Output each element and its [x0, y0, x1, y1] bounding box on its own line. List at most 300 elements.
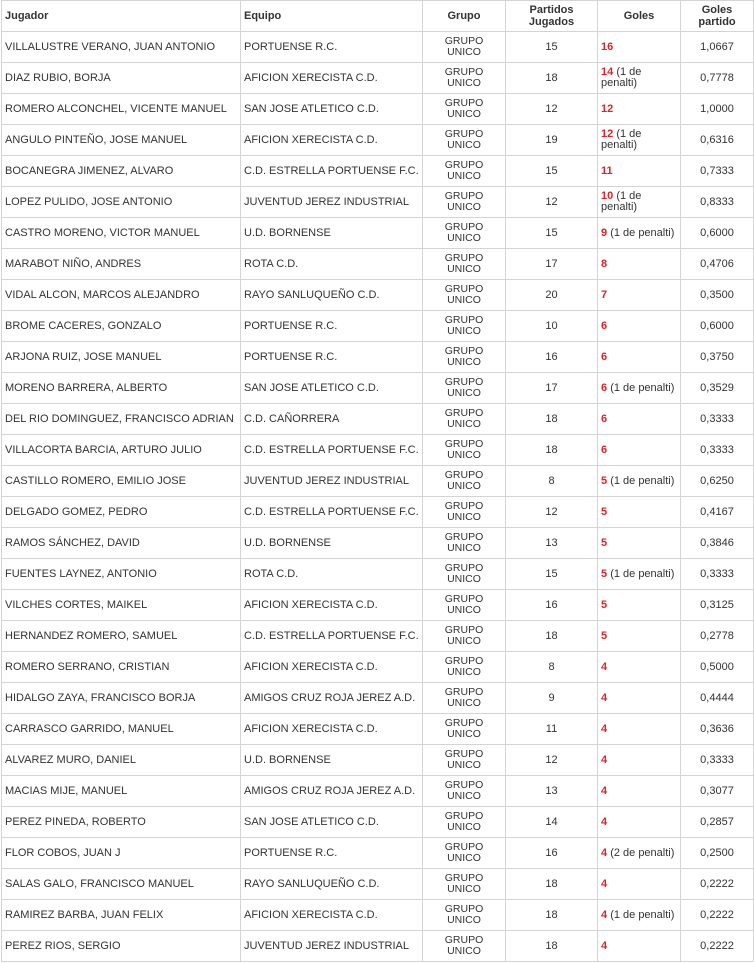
group-line1: GRUPO	[444, 655, 484, 667]
penalty-note: (1 de penalti)	[610, 908, 675, 921]
goals-count: 10	[601, 190, 614, 202]
goals-per-match: 0,3500	[700, 289, 734, 301]
goals-per-match-cell	[681, 559, 754, 590]
matches-played: 14	[545, 816, 558, 828]
header-played-line2: Jugados	[528, 16, 575, 28]
group-line1: GRUPO	[444, 748, 484, 760]
player-name: ROMERO SERRANO, CRISTIAN	[5, 661, 170, 673]
table-row	[2, 218, 754, 249]
group-line1: GRUPO	[444, 872, 484, 884]
matches-played: 8	[548, 661, 555, 673]
group-line2: UNICO	[447, 139, 481, 151]
team-cell	[241, 497, 423, 528]
matches-played-cell	[506, 311, 598, 342]
goals-cell	[598, 652, 681, 683]
group-line1: GRUPO	[444, 407, 484, 419]
table-row	[2, 621, 754, 652]
table-row	[2, 807, 754, 838]
player-name: PEREZ PINEDA, ROBERTO	[5, 816, 146, 828]
team-name: C.D. ESTRELLA PORTUENSE F.C.	[244, 444, 419, 456]
group-cell	[423, 869, 506, 900]
player-name-cell	[2, 497, 241, 528]
matches-played: 16	[545, 847, 558, 859]
table-row	[2, 466, 754, 497]
group-line2: UNICO	[447, 263, 481, 275]
team-cell	[241, 63, 423, 94]
team-cell	[241, 528, 423, 559]
goals-cell	[598, 311, 681, 342]
player-name: BROME CACERES, GONZALO	[5, 320, 162, 332]
table-row	[2, 280, 754, 311]
goals-per-match-cell	[681, 32, 754, 63]
player-name-cell	[2, 931, 241, 962]
group-line2: UNICO	[447, 790, 481, 802]
goals-per-match: 0,4706	[700, 258, 734, 270]
goals-per-match-cell	[681, 931, 754, 962]
group-cell	[423, 125, 506, 156]
player-name-cell	[2, 435, 241, 466]
group-line2: UNICO	[447, 697, 481, 709]
group-cell	[423, 342, 506, 373]
penalty-note: (1 de penalti)	[610, 381, 675, 394]
matches-played: 8	[548, 475, 555, 487]
player-name: BOCANEGRA JIMENEZ, ALVARO	[5, 165, 174, 177]
group-cell	[423, 590, 506, 621]
team-name: SAN JOSE ATLETICO C.D.	[244, 382, 379, 394]
goals-count: 4	[601, 815, 608, 828]
goals-per-match-cell	[681, 435, 754, 466]
group-line1: GRUPO	[444, 35, 484, 47]
matches-played-cell	[506, 342, 598, 373]
matches-played-cell	[506, 497, 598, 528]
penalty-note: (1 de penalti)	[610, 226, 675, 239]
group-line2: UNICO	[447, 666, 481, 678]
group-cell	[423, 32, 506, 63]
goals-count: 5	[601, 505, 608, 518]
goals-count: 4	[601, 908, 608, 921]
goals-per-match-cell	[681, 125, 754, 156]
matches-played-cell	[506, 621, 598, 652]
player-name: MACIAS MIJE, MANUEL	[5, 785, 128, 797]
goals-per-match-cell	[681, 838, 754, 869]
team-cell	[241, 94, 423, 125]
matches-played-cell	[506, 590, 598, 621]
team-cell	[241, 838, 423, 869]
group-cell	[423, 745, 506, 776]
group-cell	[423, 900, 506, 931]
group-line2: UNICO	[447, 480, 481, 492]
team-cell	[241, 869, 423, 900]
team-cell	[241, 559, 423, 590]
team-cell	[241, 621, 423, 652]
matches-played: 18	[545, 940, 558, 952]
team-name: JUVENTUD JEREZ INDUSTRIAL	[244, 196, 410, 208]
matches-played: 10	[545, 320, 558, 332]
goals-cell	[598, 466, 681, 497]
goals-per-match: 0,2500	[700, 847, 734, 859]
goals-cell	[598, 621, 681, 652]
goals-count: 8	[601, 257, 608, 270]
goals-cell	[598, 590, 681, 621]
goals-per-match: 0,2222	[700, 878, 734, 890]
player-name: VILLACORTA BARCIA, ARTURO JULIO	[5, 444, 202, 456]
group-line2: UNICO	[447, 77, 481, 89]
table-row	[2, 125, 754, 156]
matches-played-cell	[506, 869, 598, 900]
table-row	[2, 32, 754, 63]
goals-count: 5	[601, 567, 608, 580]
player-name-cell	[2, 342, 241, 373]
goals-cell	[598, 838, 681, 869]
group-cell	[423, 621, 506, 652]
group-line1: GRUPO	[444, 593, 484, 605]
matches-played: 18	[545, 909, 558, 921]
matches-played: 16	[545, 351, 558, 363]
table-row	[2, 435, 754, 466]
header-goals[interactable]: Goles	[598, 1, 681, 32]
team-name: SAN JOSE ATLETICO C.D.	[244, 816, 379, 828]
goals-per-match: 0,7778	[700, 72, 734, 84]
group-line1: GRUPO	[444, 190, 484, 202]
group-cell	[423, 156, 506, 187]
matches-played-cell	[506, 807, 598, 838]
table-row	[2, 745, 754, 776]
group-line1: GRUPO	[444, 376, 484, 388]
goals-count: 4	[601, 784, 608, 797]
matches-played: 15	[545, 227, 558, 239]
group-line2: UNICO	[447, 201, 481, 213]
matches-played: 18	[545, 444, 558, 456]
matches-played-cell	[506, 466, 598, 497]
matches-played: 19	[545, 134, 558, 146]
matches-played-cell	[506, 218, 598, 249]
goals-per-match: 0,3333	[700, 444, 734, 456]
matches-played-cell	[506, 838, 598, 869]
group-cell	[423, 466, 506, 497]
team-name: ROTA C.D.	[244, 258, 299, 270]
goals-per-match: 0,3333	[700, 568, 734, 580]
group-line1: GRUPO	[444, 934, 484, 946]
goals-cell	[598, 63, 681, 94]
goals-per-match-cell	[681, 280, 754, 311]
group-line2: UNICO	[447, 883, 481, 895]
table-row	[2, 249, 754, 280]
group-line2: UNICO	[447, 604, 481, 616]
group-line1: GRUPO	[444, 159, 484, 171]
matches-played: 17	[545, 382, 558, 394]
group-line1: GRUPO	[444, 686, 484, 698]
goals-cell	[598, 125, 681, 156]
goals-per-match-cell	[681, 373, 754, 404]
group-line1: GRUPO	[444, 469, 484, 481]
player-name: VILLALUSTRE VERANO, JUAN ANTONIO	[5, 41, 216, 53]
group-cell	[423, 683, 506, 714]
player-name-cell	[2, 528, 241, 559]
player-name-cell	[2, 218, 241, 249]
goals-count: 12	[601, 102, 614, 115]
player-name: MARABOT NIÑO, ANDRES	[5, 258, 142, 270]
goals-per-match-cell	[681, 466, 754, 497]
matches-played: 18	[545, 630, 558, 642]
team-name: JUVENTUD JEREZ INDUSTRIAL	[244, 475, 410, 487]
team-name: PORTUENSE R.C.	[244, 847, 338, 859]
goals-count: 4	[601, 660, 608, 673]
team-cell	[241, 373, 423, 404]
goals-per-match-cell	[681, 497, 754, 528]
group-line2: UNICO	[447, 418, 481, 430]
goals-count: 6	[601, 443, 608, 456]
goals-cell	[598, 900, 681, 931]
goals-per-match-cell	[681, 156, 754, 187]
goals-count: 9	[601, 226, 608, 239]
header-ratio-line2: partido	[698, 16, 736, 28]
goals-per-match: 1,0000	[700, 103, 734, 115]
team-cell	[241, 714, 423, 745]
player-name-cell	[2, 280, 241, 311]
matches-played: 15	[545, 165, 558, 177]
player-name-cell	[2, 404, 241, 435]
matches-played: 16	[545, 599, 558, 611]
group-cell	[423, 435, 506, 466]
team-name: AFICION XERECISTA C.D.	[244, 134, 378, 146]
group-line1: GRUPO	[444, 252, 484, 264]
penalty-note: (1 de penalti)	[601, 128, 642, 151]
goals-per-match-cell	[681, 745, 754, 776]
matches-played: 13	[545, 537, 558, 549]
header-group[interactable]: Grupo	[423, 1, 506, 32]
group-cell	[423, 373, 506, 404]
goals-cell	[598, 714, 681, 745]
team-name: AMIGOS CRUZ ROJA JEREZ A.D.	[244, 692, 416, 704]
player-name: VIDAL ALCON, MARCOS ALEJANDRO	[5, 289, 200, 301]
matches-played: 15	[545, 568, 558, 580]
group-line2: UNICO	[447, 449, 481, 461]
goals-cell	[598, 373, 681, 404]
group-cell	[423, 931, 506, 962]
player-name: PEREZ RIOS, SERGIO	[5, 940, 121, 952]
group-cell	[423, 63, 506, 94]
table-row	[2, 342, 754, 373]
group-cell	[423, 249, 506, 280]
matches-played: 13	[545, 785, 558, 797]
player-name-cell	[2, 187, 241, 218]
team-name: JUVENTUD JEREZ INDUSTRIAL	[244, 940, 410, 952]
group-line1: GRUPO	[444, 903, 484, 915]
player-name: CASTRO MORENO, VICTOR MANUEL	[5, 227, 200, 239]
player-name: VILCHES CORTES, MAIKEL	[5, 599, 148, 611]
goals-per-match: 0,6000	[700, 320, 734, 332]
goals-cell	[598, 745, 681, 776]
goals-count: 5	[601, 598, 608, 611]
goals-per-match: 0,3846	[700, 537, 734, 549]
team-cell	[241, 900, 423, 931]
group-line1: GRUPO	[444, 128, 484, 140]
goals-count: 5	[601, 629, 608, 642]
table-row	[2, 869, 754, 900]
header-player[interactable]: Jugador	[2, 1, 241, 32]
group-line2: UNICO	[447, 387, 481, 399]
goals-per-match: 0,3077	[700, 785, 734, 797]
group-line1: GRUPO	[444, 624, 484, 636]
player-name: FUENTES LAYNEZ, ANTONIO	[5, 568, 157, 580]
group-line2: UNICO	[447, 511, 481, 523]
header-row	[2, 1, 754, 32]
group-cell	[423, 714, 506, 745]
goals-cell	[598, 249, 681, 280]
scorers-table	[1, 0, 754, 962]
team-cell	[241, 342, 423, 373]
group-line2: UNICO	[447, 945, 481, 957]
group-cell	[423, 497, 506, 528]
goals-cell	[598, 683, 681, 714]
team-cell	[241, 652, 423, 683]
header-ratio[interactable]	[681, 1, 754, 32]
table-row	[2, 528, 754, 559]
player-name-cell	[2, 466, 241, 497]
goals-cell	[598, 187, 681, 218]
team-name: AFICION XERECISTA C.D.	[244, 72, 378, 84]
group-line2: UNICO	[447, 821, 481, 833]
matches-played: 20	[545, 289, 558, 301]
goals-cell	[598, 776, 681, 807]
goals-count: 14	[601, 66, 614, 78]
goals-count: 6	[601, 381, 608, 394]
team-cell	[241, 249, 423, 280]
group-line2: UNICO	[447, 356, 481, 368]
team-name: U.D. BORNENSE	[244, 227, 331, 239]
player-name: LOPEZ PULIDO, JOSE ANTONIO	[5, 196, 173, 208]
team-name: AFICION XERECISTA C.D.	[244, 909, 378, 921]
matches-played: 9	[548, 692, 555, 704]
table-row	[2, 683, 754, 714]
group-line1: GRUPO	[444, 810, 484, 822]
table-row	[2, 931, 754, 962]
matches-played: 12	[545, 103, 558, 115]
team-cell	[241, 776, 423, 807]
goals-cell	[598, 404, 681, 435]
group-line1: GRUPO	[444, 221, 484, 233]
group-line2: UNICO	[447, 573, 481, 585]
player-name-cell	[2, 311, 241, 342]
group-line1: GRUPO	[444, 500, 484, 512]
goals-per-match: 0,3333	[700, 754, 734, 766]
player-name: RAMIREZ BARBA, JUAN FELIX	[5, 909, 164, 921]
table-row	[2, 652, 754, 683]
table-row	[2, 714, 754, 745]
team-name: AFICION XERECISTA C.D.	[244, 661, 378, 673]
goals-cell	[598, 280, 681, 311]
player-name-cell	[2, 683, 241, 714]
header-team[interactable]: Equipo	[241, 1, 423, 32]
matches-played-cell	[506, 652, 598, 683]
group-line2: UNICO	[447, 759, 481, 771]
group-line1: GRUPO	[444, 438, 484, 450]
goals-count: 7	[601, 288, 608, 301]
goals-per-match-cell	[681, 590, 754, 621]
goals-per-match: 0,3125	[700, 599, 734, 611]
matches-played: 12	[545, 506, 558, 518]
goals-per-match: 0,3750	[700, 351, 734, 363]
team-name: C.D. CAÑORRERA	[244, 413, 340, 425]
goals-count: 16	[601, 40, 614, 53]
group-line2: UNICO	[447, 108, 481, 120]
team-cell	[241, 32, 423, 63]
goals-per-match: 0,2222	[700, 909, 734, 921]
goals-per-match-cell	[681, 714, 754, 745]
goals-per-match: 0,2857	[700, 816, 734, 828]
matches-played: 12	[545, 196, 558, 208]
team-name: PORTUENSE R.C.	[244, 41, 338, 53]
player-name-cell	[2, 745, 241, 776]
goals-cell	[598, 435, 681, 466]
goals-count: 4	[601, 691, 608, 704]
goals-per-match-cell	[681, 218, 754, 249]
player-name-cell	[2, 652, 241, 683]
group-cell	[423, 807, 506, 838]
goals-cell	[598, 497, 681, 528]
goals-count: 5	[601, 474, 608, 487]
matches-played: 18	[545, 878, 558, 890]
goals-per-match-cell	[681, 249, 754, 280]
team-name: U.D. BORNENSE	[244, 754, 331, 766]
matches-played-cell	[506, 404, 598, 435]
goals-count: 5	[601, 536, 608, 549]
group-cell	[423, 218, 506, 249]
team-name: SAN JOSE ATLETICO C.D.	[244, 103, 379, 115]
group-line1: GRUPO	[444, 841, 484, 853]
matches-played-cell	[506, 559, 598, 590]
goals-cell	[598, 559, 681, 590]
matches-played-cell	[506, 125, 598, 156]
team-cell	[241, 311, 423, 342]
team-cell	[241, 683, 423, 714]
team-cell	[241, 156, 423, 187]
goals-per-match: 0,5000	[700, 661, 734, 673]
player-name: FLOR COBOS, JUAN J	[5, 847, 121, 859]
goals-per-match: 0,6250	[700, 475, 734, 487]
team-name: C.D. ESTRELLA PORTUENSE F.C.	[244, 506, 419, 518]
player-name-cell	[2, 559, 241, 590]
goals-per-match-cell	[681, 869, 754, 900]
group-line1: GRUPO	[444, 66, 484, 78]
team-name: C.D. ESTRELLA PORTUENSE F.C.	[244, 165, 419, 177]
matches-played-cell	[506, 156, 598, 187]
goals-per-match: 0,4167	[700, 506, 734, 518]
goals-per-match-cell	[681, 776, 754, 807]
group-cell	[423, 652, 506, 683]
team-cell	[241, 931, 423, 962]
player-name: ALVAREZ MURO, DANIEL	[5, 754, 137, 766]
player-name: CARRASCO GARRIDO, MANUEL	[5, 723, 174, 735]
goals-cell	[598, 32, 681, 63]
group-cell	[423, 94, 506, 125]
player-name: DIAZ RUBIO, BORJA	[5, 72, 111, 84]
table-header	[2, 1, 754, 32]
header-played[interactable]	[506, 1, 598, 32]
team-name: U.D. BORNENSE	[244, 537, 331, 549]
matches-played-cell	[506, 435, 598, 466]
penalty-note: (1 de penalti)	[601, 66, 642, 89]
goals-per-match-cell	[681, 63, 754, 94]
matches-played: 11	[545, 723, 558, 735]
matches-played-cell	[506, 900, 598, 931]
penalty-note: (1 de penalti)	[610, 474, 675, 487]
goals-cell	[598, 807, 681, 838]
group-line1: GRUPO	[444, 97, 484, 109]
penalty-note: (1 de penalti)	[601, 190, 642, 213]
player-name: CASTILLO ROMERO, EMILIO JOSE	[5, 475, 186, 487]
group-line2: UNICO	[447, 542, 481, 554]
